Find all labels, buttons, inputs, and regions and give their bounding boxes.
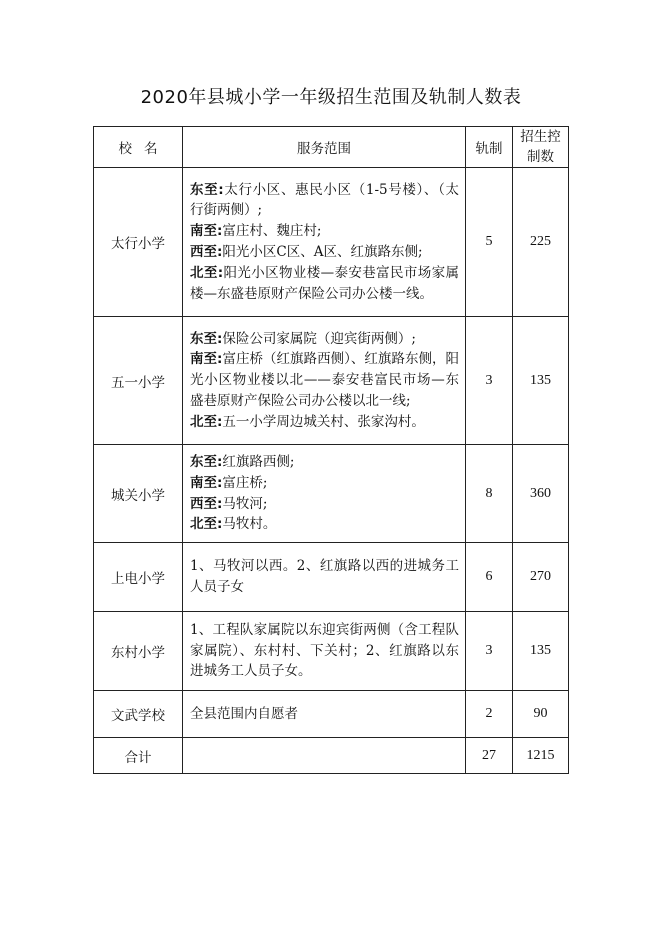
class-count: 6	[466, 543, 513, 612]
school-name: 上电小学	[94, 543, 183, 612]
range-text: 阳光小区C区、A区、红旗路东侧;	[222, 244, 423, 260]
direction-label: 东至:	[190, 453, 223, 470]
quota-count: 270	[513, 543, 569, 612]
page-title: 2020年县城小学一年级招生范围及轨制人数表	[140, 87, 522, 108]
service-range	[183, 691, 466, 738]
direction-label: 西至:	[190, 495, 223, 512]
range-line	[190, 349, 459, 411]
header-range: 服务范围	[183, 127, 466, 168]
range-text: 1、工程队家属院以东迎宾街两侧（含工程队家属院）、东村村、下关村；2、红旗路以东进城务工人员子女。	[190, 621, 459, 680]
school-name: 太行小学	[94, 168, 183, 317]
range-line	[190, 473, 459, 494]
range-text: 马牧河;	[222, 495, 268, 512]
service-range	[183, 612, 466, 691]
table-row	[94, 168, 569, 317]
direction-label: 北至:	[190, 413, 223, 430]
direction-label: 北至:	[190, 516, 223, 533]
range-line	[190, 412, 459, 433]
range-line	[190, 556, 459, 598]
school-name: 五一小学	[94, 317, 183, 445]
table-row	[94, 691, 569, 738]
quota-count: 135	[513, 612, 569, 691]
range-text: 太行小区、惠民小区（1-5号楼）、（太行街两侧）;	[190, 181, 459, 219]
direction-label: 东至:	[190, 330, 223, 347]
direction-label: 北至:	[190, 264, 224, 281]
range-text: 全县范围内自愿者	[190, 705, 298, 722]
range-text: 1、马牧河以西。2、红旗路以西的进城务工人员子女	[190, 558, 459, 595]
table-header-row	[94, 127, 569, 168]
range-text: 保险公司家属院（迎宾街两侧）;	[222, 330, 416, 347]
range-text: 红旗路西侧;	[222, 453, 295, 470]
range-line	[190, 494, 459, 515]
header-school: 校名	[94, 127, 183, 168]
table-row	[94, 445, 569, 543]
range-line	[190, 620, 459, 682]
quota-count: 135	[513, 317, 569, 445]
quota-count: 360	[513, 445, 569, 543]
range-text: 阳光小区物业楼—泰安巷富民市场家属楼—东盛巷原财产保险公司办公楼一线。	[190, 264, 460, 302]
range-line	[190, 452, 459, 473]
quota-count: 225	[513, 168, 569, 317]
range-line	[190, 704, 459, 725]
range-line	[190, 263, 459, 305]
quota-count: 90	[513, 691, 569, 738]
direction-label: 南至:	[190, 351, 223, 368]
range-text: 马牧村。	[222, 516, 277, 533]
header-classes: 轨制	[466, 127, 513, 168]
total-range	[183, 738, 466, 774]
range-line	[190, 180, 459, 222]
range-line	[190, 329, 459, 350]
class-count: 8	[466, 445, 513, 543]
enrollment-table	[93, 126, 569, 774]
direction-label: 东至:	[190, 181, 224, 198]
range-line	[190, 242, 459, 263]
direction-label: 西至:	[190, 244, 223, 260]
class-count: 3	[466, 612, 513, 691]
school-name: 城关小学	[94, 445, 183, 543]
range-text: 富庄桥（红旗路西侧）、红旗路东侧，阳光小区物业楼以北——泰安巷富民市场—东盛巷原财产保险公司办公楼以北一线;	[190, 351, 459, 409]
total-label: 合计	[94, 738, 183, 774]
range-line	[190, 221, 459, 242]
range-text: 富庄村、魏庄村;	[222, 223, 322, 240]
class-count: 2	[466, 691, 513, 738]
class-count: 3	[466, 317, 513, 445]
class-count: 5	[466, 168, 513, 317]
table-row	[94, 612, 569, 691]
table-row	[94, 317, 569, 445]
range-text: 五一小学周边城关村、张家沟村。	[222, 413, 425, 430]
header-quota-line1: 招生控	[520, 129, 561, 145]
school-name: 文武学校	[94, 691, 183, 738]
service-range	[183, 543, 466, 612]
header-quota	[513, 127, 569, 168]
header-quota-line2: 制数	[527, 149, 554, 165]
range-line	[190, 514, 459, 535]
total-row	[94, 738, 569, 774]
table-row	[94, 543, 569, 612]
service-range	[183, 317, 466, 445]
direction-label: 南至:	[190, 474, 223, 491]
direction-label: 南至:	[190, 223, 223, 240]
service-range	[183, 168, 466, 317]
total-quota: 1215	[513, 738, 569, 774]
total-classes: 27	[466, 738, 513, 774]
range-text: 富庄桥;	[222, 474, 268, 491]
service-range	[183, 445, 466, 543]
school-name: 东村小学	[94, 612, 183, 691]
